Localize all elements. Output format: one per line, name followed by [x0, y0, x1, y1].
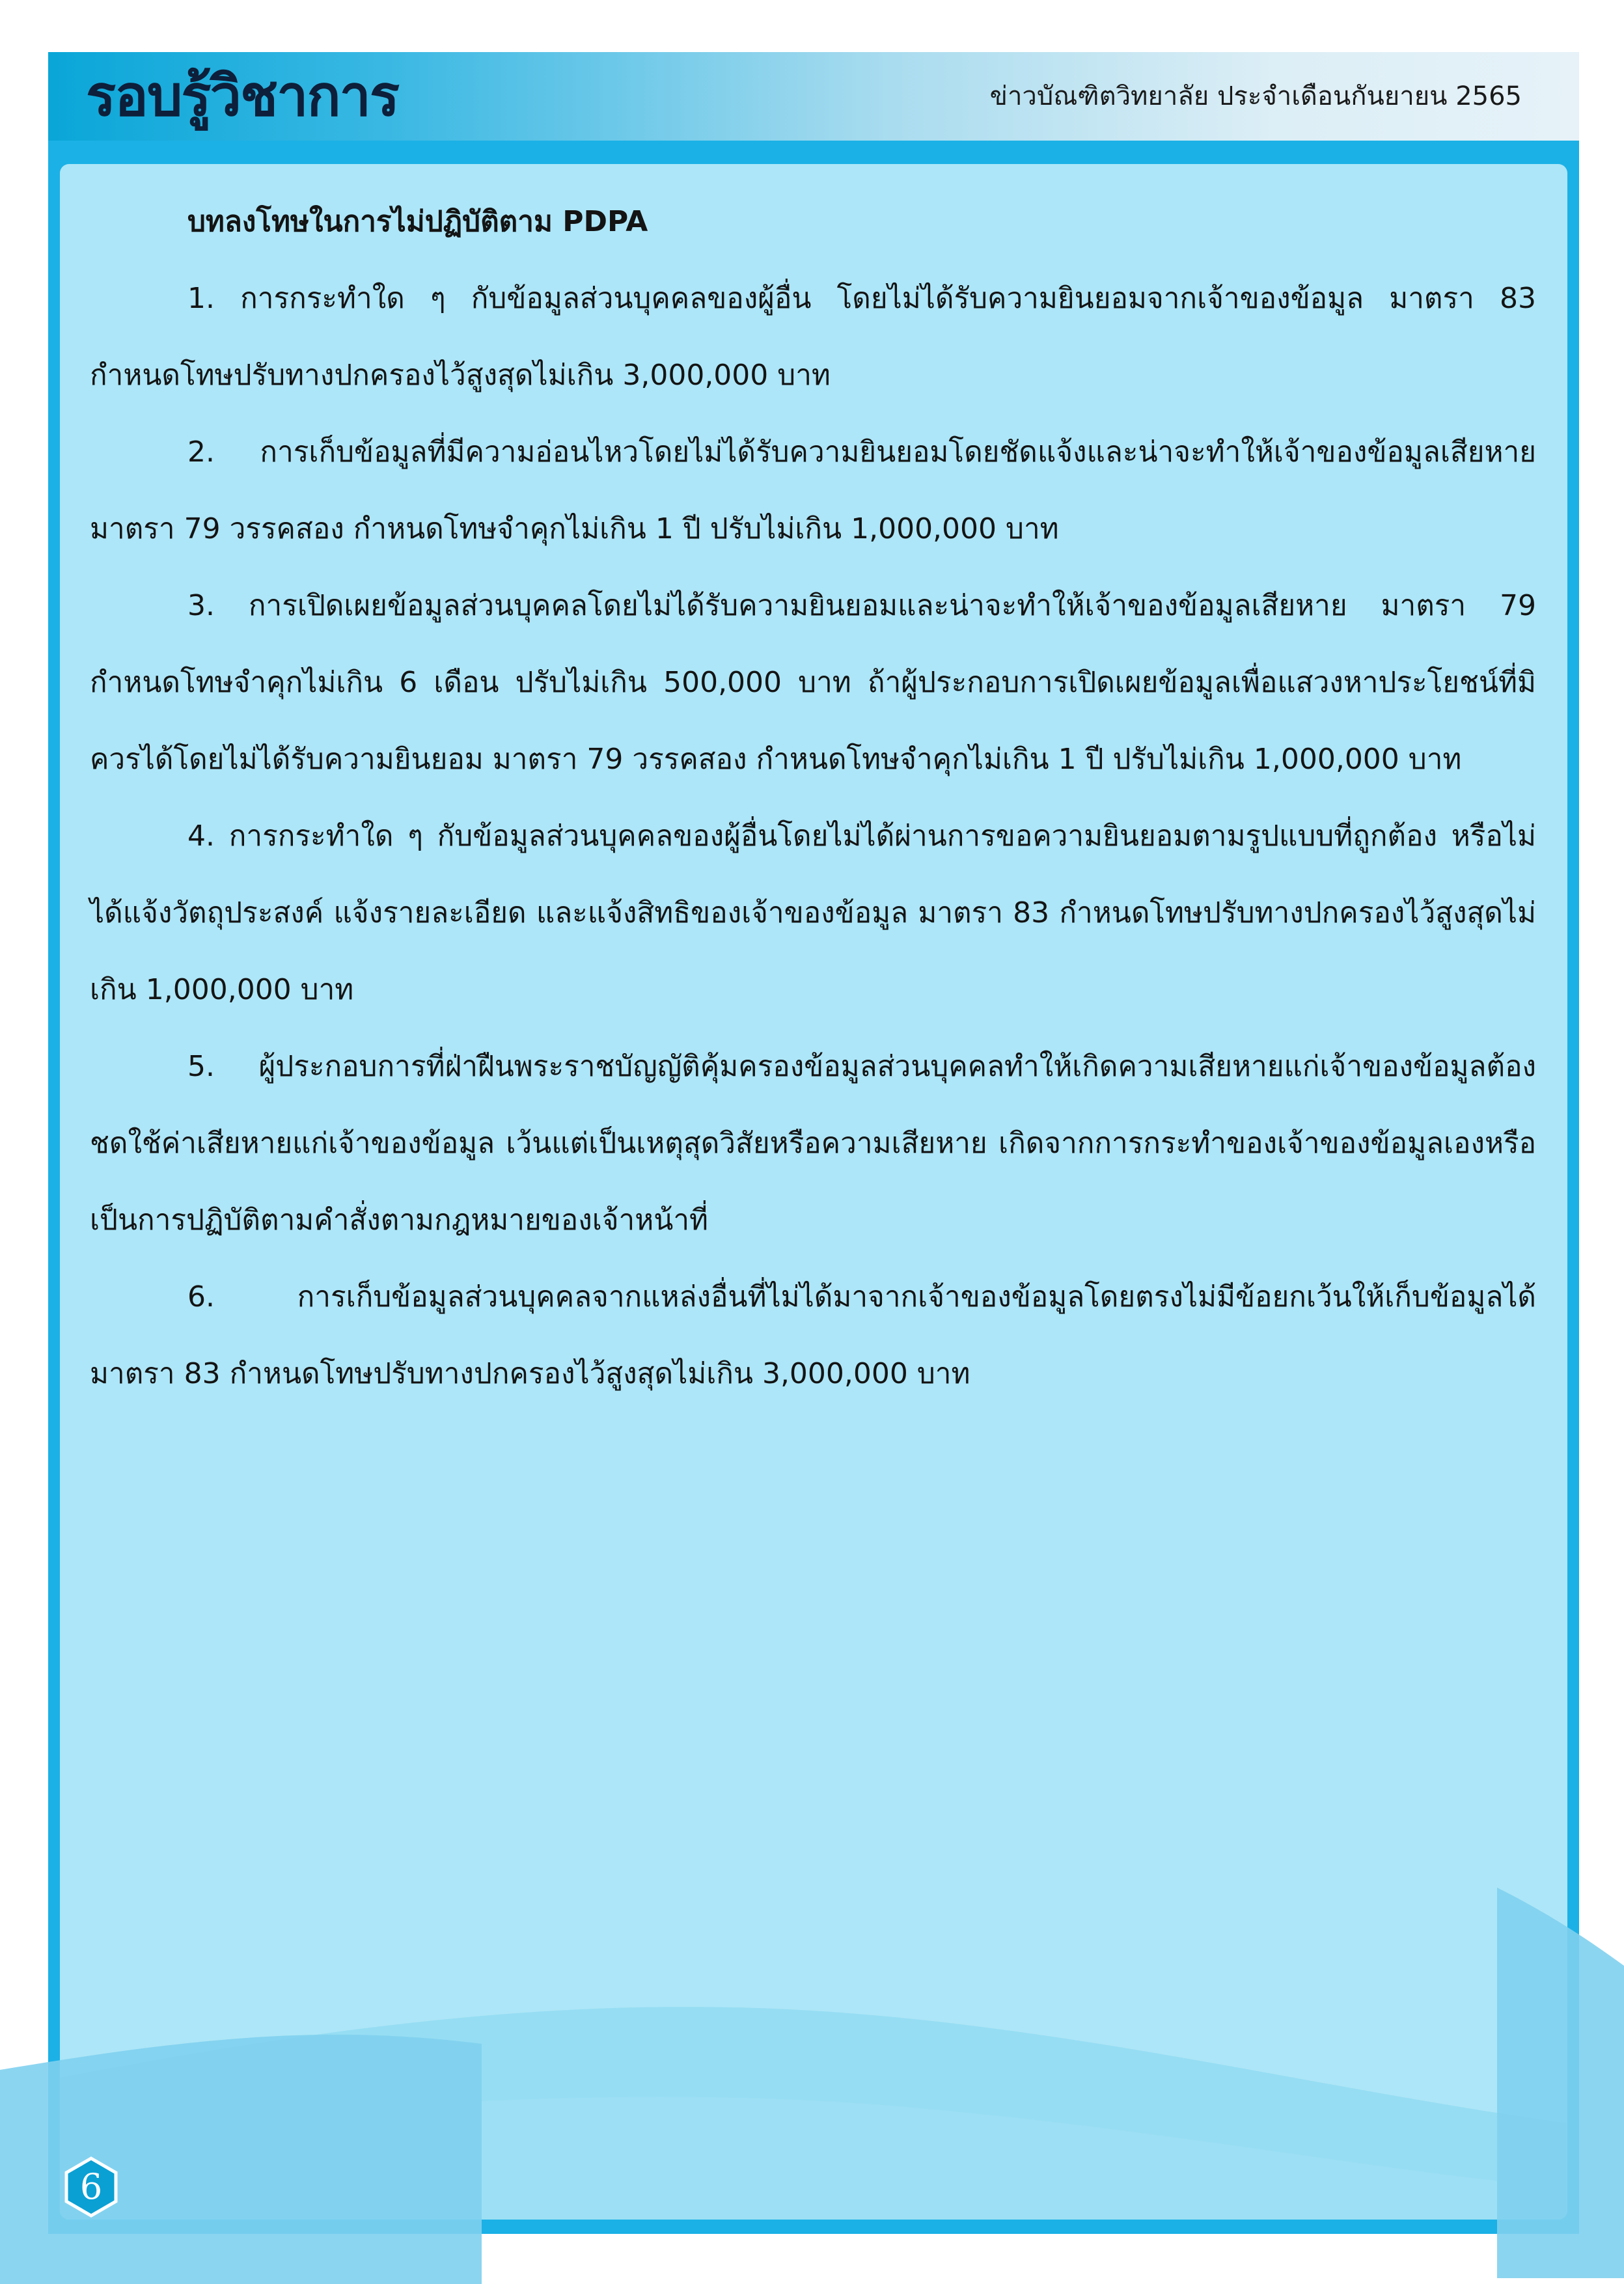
section-title: รอบรู้วิชาการ: [86, 64, 399, 129]
paragraph-5: 5. ผู้ประกอบการที่ฝ่าฝืนพระราชบัญญัติคุ้มครองข้อมูลส่วนบุคคลทำให้เกิดความเสียหายแก่เจ้าของข้อมูลต้องชดใช้ค่าเสียหายแก่เจ้าของข้อมูล เว้นแต่เป็นเหตุสุดวิสัยหรือความเสียหาย เกิดจากการกระทำของเจ้าของข้อมูลเองหรือเป็นการปฏิบัติตามคำสั่งตามกฎหมายของเจ้าหน้าที่: [90, 1050, 1536, 1237]
paragraph-6: 6. การเก็บข้อมูลส่วนบุคคลจากแหล่งอื่นที่ไม่ได้มาจากเจ้าของข้อมูลโดยตรงไม่มีข้อยกเว้นให้เก็บข้อมูลได้ มาตรา 83 กำหนดโทษปรับทางปกครองไว้สูงสุดไม่เกิน 3,000,000 บาท: [90, 1280, 1536, 1390]
page-header: [48, 52, 1579, 141]
article-heading: บทลงโทษในการไม่ปฏิบัติตาม PDPA: [187, 205, 648, 238]
page-number-badge: [60, 2156, 122, 2218]
article-body: [90, 184, 1536, 1412]
issue-label: ข่าวบัณฑิตวิทยาลัย ประจำเดือนกันยายน 2565: [989, 81, 1522, 111]
page-number: 6: [79, 2166, 103, 2207]
paragraph-3: 3. การเปิดเผยข้อมูลส่วนบุคคลโดยไม่ได้รับความยินยอมและน่าจะทำให้เจ้าของข้อมูลเสียหาย มาตรา 79 กำหนดโทษจำคุกไม่เกิน 6 เดือน ปรับไม่เกิน 500,000 บาท ถ้าผู้ประกอบการเปิดเผยข้อมูลเพื่อแสวงหาประโยชน์ที่มิควรได้โดยไม่ได้รับความยินยอม มาตรา 79 วรรคสอง กำหนดโทษจำคุกไม่เกิน 1 ปี ปรับไม่เกิน 1,000,000 บาท: [90, 589, 1536, 776]
background-wave: [0, 1888, 1624, 2284]
paragraph-4: 4. การกระทำใด ๆ กับข้อมูลส่วนบุคคลของผู้อื่นโดยไม่ได้ผ่านการขอความยินยอมตามรูปแบบที่ถูกต้อง หรือไม่ได้แจ้งวัตถุประสงค์ แจ้งรายละเอียด และแจ้งสิทธิของเจ้าของข้อมูล มาตรา 83 กำหนดโทษปรับทางปกครองไว้สูงสุดไม่เกิน 1,000,000 บาท: [90, 819, 1536, 1006]
paragraph-2: 2. การเก็บข้อมูลที่มีความอ่อนไหวโดยไม่ได้รับความยินยอมโดยชัดแจ้งและน่าจะทำให้เจ้าของข้อมูลเสียหาย มาตรา 79 วรรคสอง กำหนดโทษจำคุกไม่เกิน 1 ปี ปรับไม่เกิน 1,000,000 บาท: [90, 435, 1536, 545]
paragraph-1: 1. การกระทำใด ๆ กับข้อมูลส่วนบุคคลของผู้อื่น โดยไม่ได้รับความยินยอมจากเจ้าของข้อมูล มาตรา 83 กำหนดโทษปรับทางปกครองไว้สูงสุดไม่เกิน 3,000,000 บาท: [90, 282, 1536, 392]
